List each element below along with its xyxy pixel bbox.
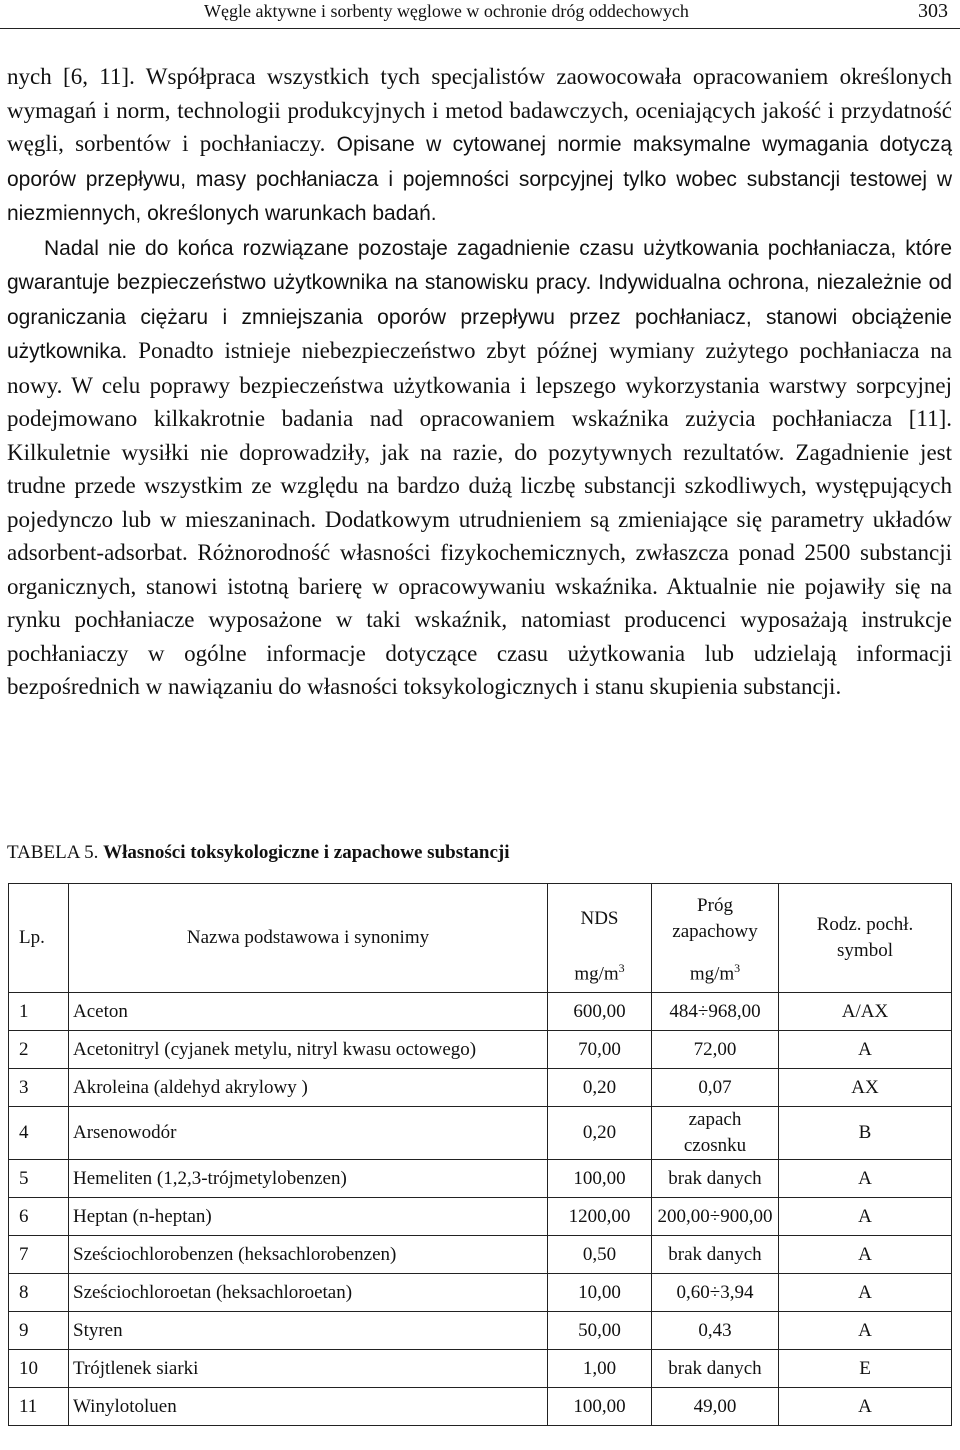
table-header-row xyxy=(9,884,952,955)
cell-nds: 0,50 xyxy=(548,1236,652,1274)
cell-lp: 11 xyxy=(9,1388,69,1426)
cell-nds: 100,00 xyxy=(548,1160,652,1198)
cell-name: Hemeliten (1,2,3-trójmetylobenzen) xyxy=(69,1160,548,1198)
cell-name: Trójtlenek siarki xyxy=(69,1350,548,1388)
body-text xyxy=(7,60,952,704)
table-row xyxy=(9,1274,952,1312)
cell-prog: 0,60÷3,94 xyxy=(652,1274,779,1312)
header-prog-unit: $mg/m^3$ xyxy=(652,954,779,993)
cell-name: Winylotoluen xyxy=(69,1388,548,1426)
page-number: 303 xyxy=(918,0,948,22)
table-row xyxy=(9,1388,952,1426)
cell-name: Sześciochloroetan (heksachloroetan) xyxy=(69,1274,548,1312)
cell-lp: 9 xyxy=(9,1312,69,1350)
running-title: Węgle aktywne i sorbenty węglowe w ochronie dróg oddechowych xyxy=(204,1,689,21)
cell-prog: 200,00÷900,00 xyxy=(652,1198,779,1236)
header-prog xyxy=(652,884,779,955)
paragraph-2 xyxy=(7,231,952,704)
cell-name: Styren xyxy=(69,1312,548,1350)
cell-lp: 7 xyxy=(9,1236,69,1274)
cell-rodz: A xyxy=(779,1198,952,1236)
header-rodz-line2: symbol xyxy=(837,940,893,961)
cell-lp: 1 xyxy=(9,993,69,1031)
table-row xyxy=(9,1107,952,1160)
cell-lp: 3 xyxy=(9,1069,69,1107)
table-row xyxy=(9,1198,952,1236)
table-row xyxy=(9,1312,952,1350)
header-nds: NDS xyxy=(548,884,652,955)
cell-rodz: A xyxy=(779,1274,952,1312)
cell-prog: 72,00 xyxy=(652,1031,779,1069)
cell-lp: 10 xyxy=(9,1350,69,1388)
cell-prog: 0,43 xyxy=(652,1312,779,1350)
cell-prog xyxy=(652,1107,779,1160)
paragraph-1-part-b: Opisane w cytowanej normie maksymalne wymagania dotyczą oporów przepływu, masy pochłaniacza i pojemności sorpcyjnej tylko wobec substancji testowej w niezmiennych, określonych warunkach badań. xyxy=(7,133,953,225)
paragraph-2-part-b: Ponadto istnieje niebezpieczeństwo zbyt późnej wymiany zużytego pochłaniacza na nowy. W celu poprawy bezpieczeństwa użytkowania i lepszego wykorzystania warstwy sorpcyjnej podejmowano kilkakrotnie badania nad opracowaniem wskaźnika zużycia pochłaniacza [11]. Kilkuletnie wysiłki nie doprowadziły, jak na razie, do pozytywnych rezultatów. Zagadnienie jest trudne przede wszystkim ze względu na bardzo dużą liczbę substancji szkodliwych, występujących pojedynczo lub w mieszaninach. Dodatkowym utrudnieniem są zmieniające się parametry układów adsorbent-adsorbat. Różnorodność własności fizykochemicznych, zwłaszcza ponad 2500 substancji organicznych, stanowi istotną barierę w opracowywaniu wskaźnika. Aktualnie nie pojawiły się na rynku pochłaniacze wyposażone w taki wskaźnik, natomiast producenci wyposażają instrukcje pochłaniaczy w ogólne informacje dotyczące czasu użytkowania lub udzielają informacji bezpośrednich w nawiązaniu do własności toksykologicznych i stanu skupienia substancji. xyxy=(7,338,952,699)
cell-nds: 600,00 xyxy=(548,993,652,1031)
cell-rodz: A xyxy=(779,1312,952,1350)
cell-name: Acetonitryl (cyjanek metylu, nitryl kwasu octowego) xyxy=(69,1031,548,1069)
cell-nds: 1,00 xyxy=(548,1350,652,1388)
cell-nds: 10,00 xyxy=(548,1274,652,1312)
table-row xyxy=(9,1236,952,1274)
page-header xyxy=(0,0,960,30)
header-rodz-line1: Rodz. pochł. xyxy=(816,914,914,935)
cell-name: Heptan (n-heptan) xyxy=(69,1198,548,1236)
cell-nds: 1200,00 xyxy=(548,1198,652,1236)
cell-nds: 0,20 xyxy=(548,1107,652,1160)
cell-prog: brak danych xyxy=(652,1236,779,1274)
table-row xyxy=(9,1069,952,1107)
cell-nds: 0,20 xyxy=(548,1069,652,1107)
paragraph-1-part-a: nych [6, 11]. Współpraca wszystkich tych specjalistów zaowocowała opracowaniem określonych wymagań i norm, technologii produkcyjnych i metod badawczych, oceniających jakość i przydatność węgli, sorbentów i pochłaniaczy. xyxy=(7,64,952,156)
cell-rodz: A xyxy=(779,1160,952,1198)
table-row xyxy=(9,993,952,1031)
cell-lp: 4 xyxy=(9,1107,69,1160)
cell-name: Aceton xyxy=(69,993,548,1031)
cell-lp: 2 xyxy=(9,1031,69,1069)
cell-lp: 5 xyxy=(9,1160,69,1198)
header-rule xyxy=(0,28,960,29)
cell-lp: 6 xyxy=(9,1198,69,1236)
table-row xyxy=(9,1160,952,1198)
header-prog-line1: Próg xyxy=(697,895,733,916)
cell-prog: brak danych xyxy=(652,1350,779,1388)
paragraph-1 xyxy=(7,60,952,231)
cell-rodz: B xyxy=(779,1107,952,1160)
cell-rodz: A xyxy=(779,1236,952,1274)
table-caption-label: TABELA 5. xyxy=(7,842,99,863)
table-row xyxy=(9,1350,952,1388)
header-nds-unit: $mg/m^3$ xyxy=(548,954,652,993)
cell-name: Sześciochlorobenzen (heksachlorobenzen) xyxy=(69,1236,548,1274)
cell-rodz: A xyxy=(779,1388,952,1426)
cell-rodz: A/AX xyxy=(779,993,952,1031)
cell-prog-line1: zapach xyxy=(688,1109,742,1130)
cell-rodz: E xyxy=(779,1350,952,1388)
cell-prog: 0,07 xyxy=(652,1069,779,1107)
cell-rodz: A xyxy=(779,1031,952,1069)
cell-prog: 49,00 xyxy=(652,1388,779,1426)
cell-nds: 50,00 xyxy=(548,1312,652,1350)
cell-nds: 100,00 xyxy=(548,1388,652,1426)
header-name: Nazwa podstawowa i synonimy xyxy=(69,884,548,993)
header-rodz xyxy=(779,884,952,993)
cell-prog-line2: czosnku xyxy=(683,1135,747,1156)
cell-prog: 484÷968,00 xyxy=(652,993,779,1031)
substances-table xyxy=(8,883,952,1426)
cell-lp: 8 xyxy=(9,1274,69,1312)
table-row xyxy=(9,1031,952,1069)
table-caption xyxy=(7,842,510,864)
cell-name: Akroleina (aldehyd akrylowy ) xyxy=(69,1069,548,1107)
header-prog-line2: zapachowy xyxy=(672,921,758,942)
cell-name: Arsenowodór xyxy=(69,1107,548,1160)
header-lp: Lp. xyxy=(9,884,69,993)
cell-rodz: AX xyxy=(779,1069,952,1107)
cell-nds: 70,00 xyxy=(548,1031,652,1069)
table-caption-title: Własności toksykologiczne i zapachowe substancji xyxy=(103,842,510,863)
cell-prog: brak danych xyxy=(652,1160,779,1198)
paragraph-2-part-a: Nadal nie do końca rozwiązane pozostaje zagadnienie czasu użytkowania pochłaniacza, które gwarantuje bezpieczeństwo użytkownika na stanowisku pracy. Indywidualna ochrona, niezależnie od ograniczania ciężaru i zmniejszania oporów przepływu przez pochłaniacz, stanowi obciążenie użytkownika. xyxy=(7,236,952,363)
